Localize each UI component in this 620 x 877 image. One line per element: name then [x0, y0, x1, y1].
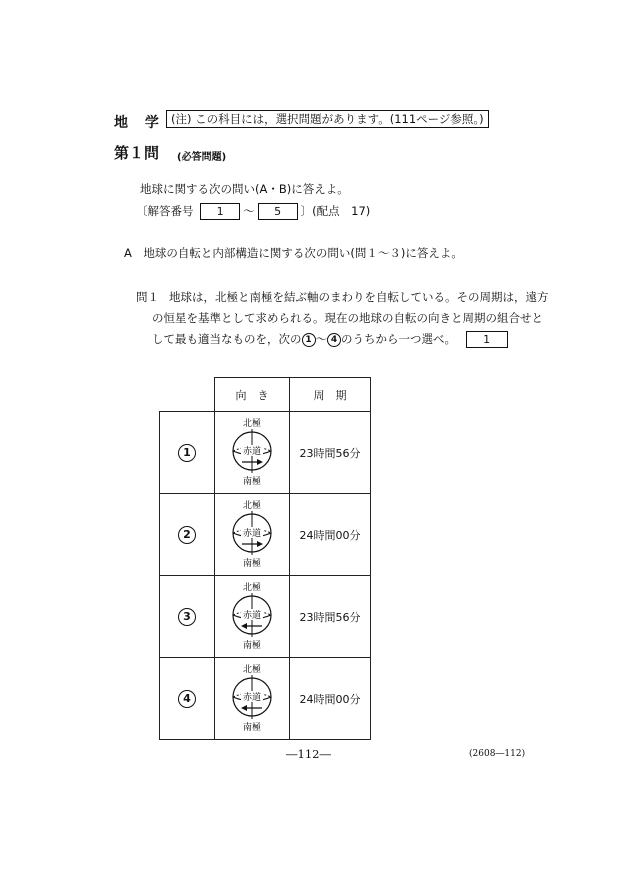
rotation-arrow-right-icon: [257, 541, 263, 547]
exam-code: (2608―112): [469, 749, 526, 759]
answer-box-first: 1: [200, 203, 240, 220]
south-pole-label: 南極: [242, 477, 262, 487]
q1-tilde: ～: [315, 332, 327, 346]
header-period: 周 期: [290, 378, 371, 412]
q1-choice-last: 4: [327, 333, 341, 347]
answer-label-pre: 〔解答番号: [136, 204, 194, 218]
globe-cell: [215, 658, 290, 740]
equator-label: 赤道: [242, 447, 262, 457]
option-row-3: [160, 576, 371, 658]
header-blank: [160, 378, 215, 412]
question-title: 第１問: [114, 144, 160, 162]
question-intro: 地球に関する次の問い(A・B)に答えよ。: [140, 182, 349, 196]
rotation-arrow-left-icon: [241, 705, 247, 711]
answer-box-last: 5: [258, 203, 298, 220]
globe-diagram: [216, 495, 288, 571]
header-direction: 向 き: [215, 378, 290, 412]
option-period: 23時間56分: [290, 576, 371, 658]
answer-range: [136, 203, 370, 220]
north-pole-label: 北極: [242, 583, 262, 593]
globe-diagram: [216, 413, 288, 489]
globe-diagram: [216, 577, 288, 653]
rotation-arrow-left-icon: [241, 623, 247, 629]
north-pole-label: 北極: [242, 665, 262, 675]
page-number: ―112―: [286, 747, 331, 761]
q1-line1: 地球は，北極と南極を結ぶ軸のまわりを自転している。その周期は，遠方: [169, 290, 549, 304]
options-table: [159, 377, 371, 740]
option-number: 2: [178, 526, 196, 544]
north-pole-label: 北極: [242, 501, 262, 511]
q1-line3-post: のうちから一つ選べ。: [341, 332, 456, 346]
equator-label: 赤道: [242, 529, 262, 539]
option-period: 23時間56分: [290, 412, 371, 494]
north-pole-label: 北極: [242, 419, 262, 429]
option-period: 24時間00分: [290, 494, 371, 576]
globe-cell: [215, 494, 290, 576]
option-period: 24時間00分: [290, 658, 371, 740]
globe-diagram: [216, 659, 288, 735]
question-type: (必答問題): [177, 152, 227, 163]
option-number: 1: [178, 444, 196, 462]
subject-label: 地 学: [114, 115, 165, 131]
equator-label: 赤道: [242, 611, 262, 621]
globe-cell: [215, 412, 290, 494]
south-pole-label: 南極: [242, 641, 262, 651]
q1-line2: の恒星を基準として求められる。現在の地球の自転の向きと周期の組合せと: [152, 311, 543, 325]
answer-label-post: 〕(配点 17): [300, 204, 371, 218]
q1-choice-first: 1: [302, 333, 316, 347]
rotation-arrow-right-icon: [257, 459, 263, 465]
answer-tilde: ～: [243, 204, 255, 218]
q1-label: 問１: [136, 290, 159, 304]
equator-label: 赤道: [242, 693, 262, 703]
option-row-2: [160, 494, 371, 576]
option-number: 4: [178, 690, 196, 708]
option-number: 3: [178, 608, 196, 626]
globe-cell: [215, 576, 290, 658]
q1-line3: [152, 331, 508, 348]
subject-note: (注) この科目には，選択問題があります。(111ページ参照。): [166, 110, 489, 128]
option-row-4: [160, 658, 371, 740]
south-pole-label: 南極: [242, 723, 262, 733]
section-a: A 地球の自転と内部構造に関する次の問い(問１～３)に答えよ。: [124, 246, 463, 260]
option-row-1: [160, 412, 371, 494]
q1-answer-box: 1: [466, 331, 508, 348]
q1-line3-pre: して最も適当なものを，次の: [152, 332, 302, 346]
south-pole-label: 南極: [242, 559, 262, 569]
